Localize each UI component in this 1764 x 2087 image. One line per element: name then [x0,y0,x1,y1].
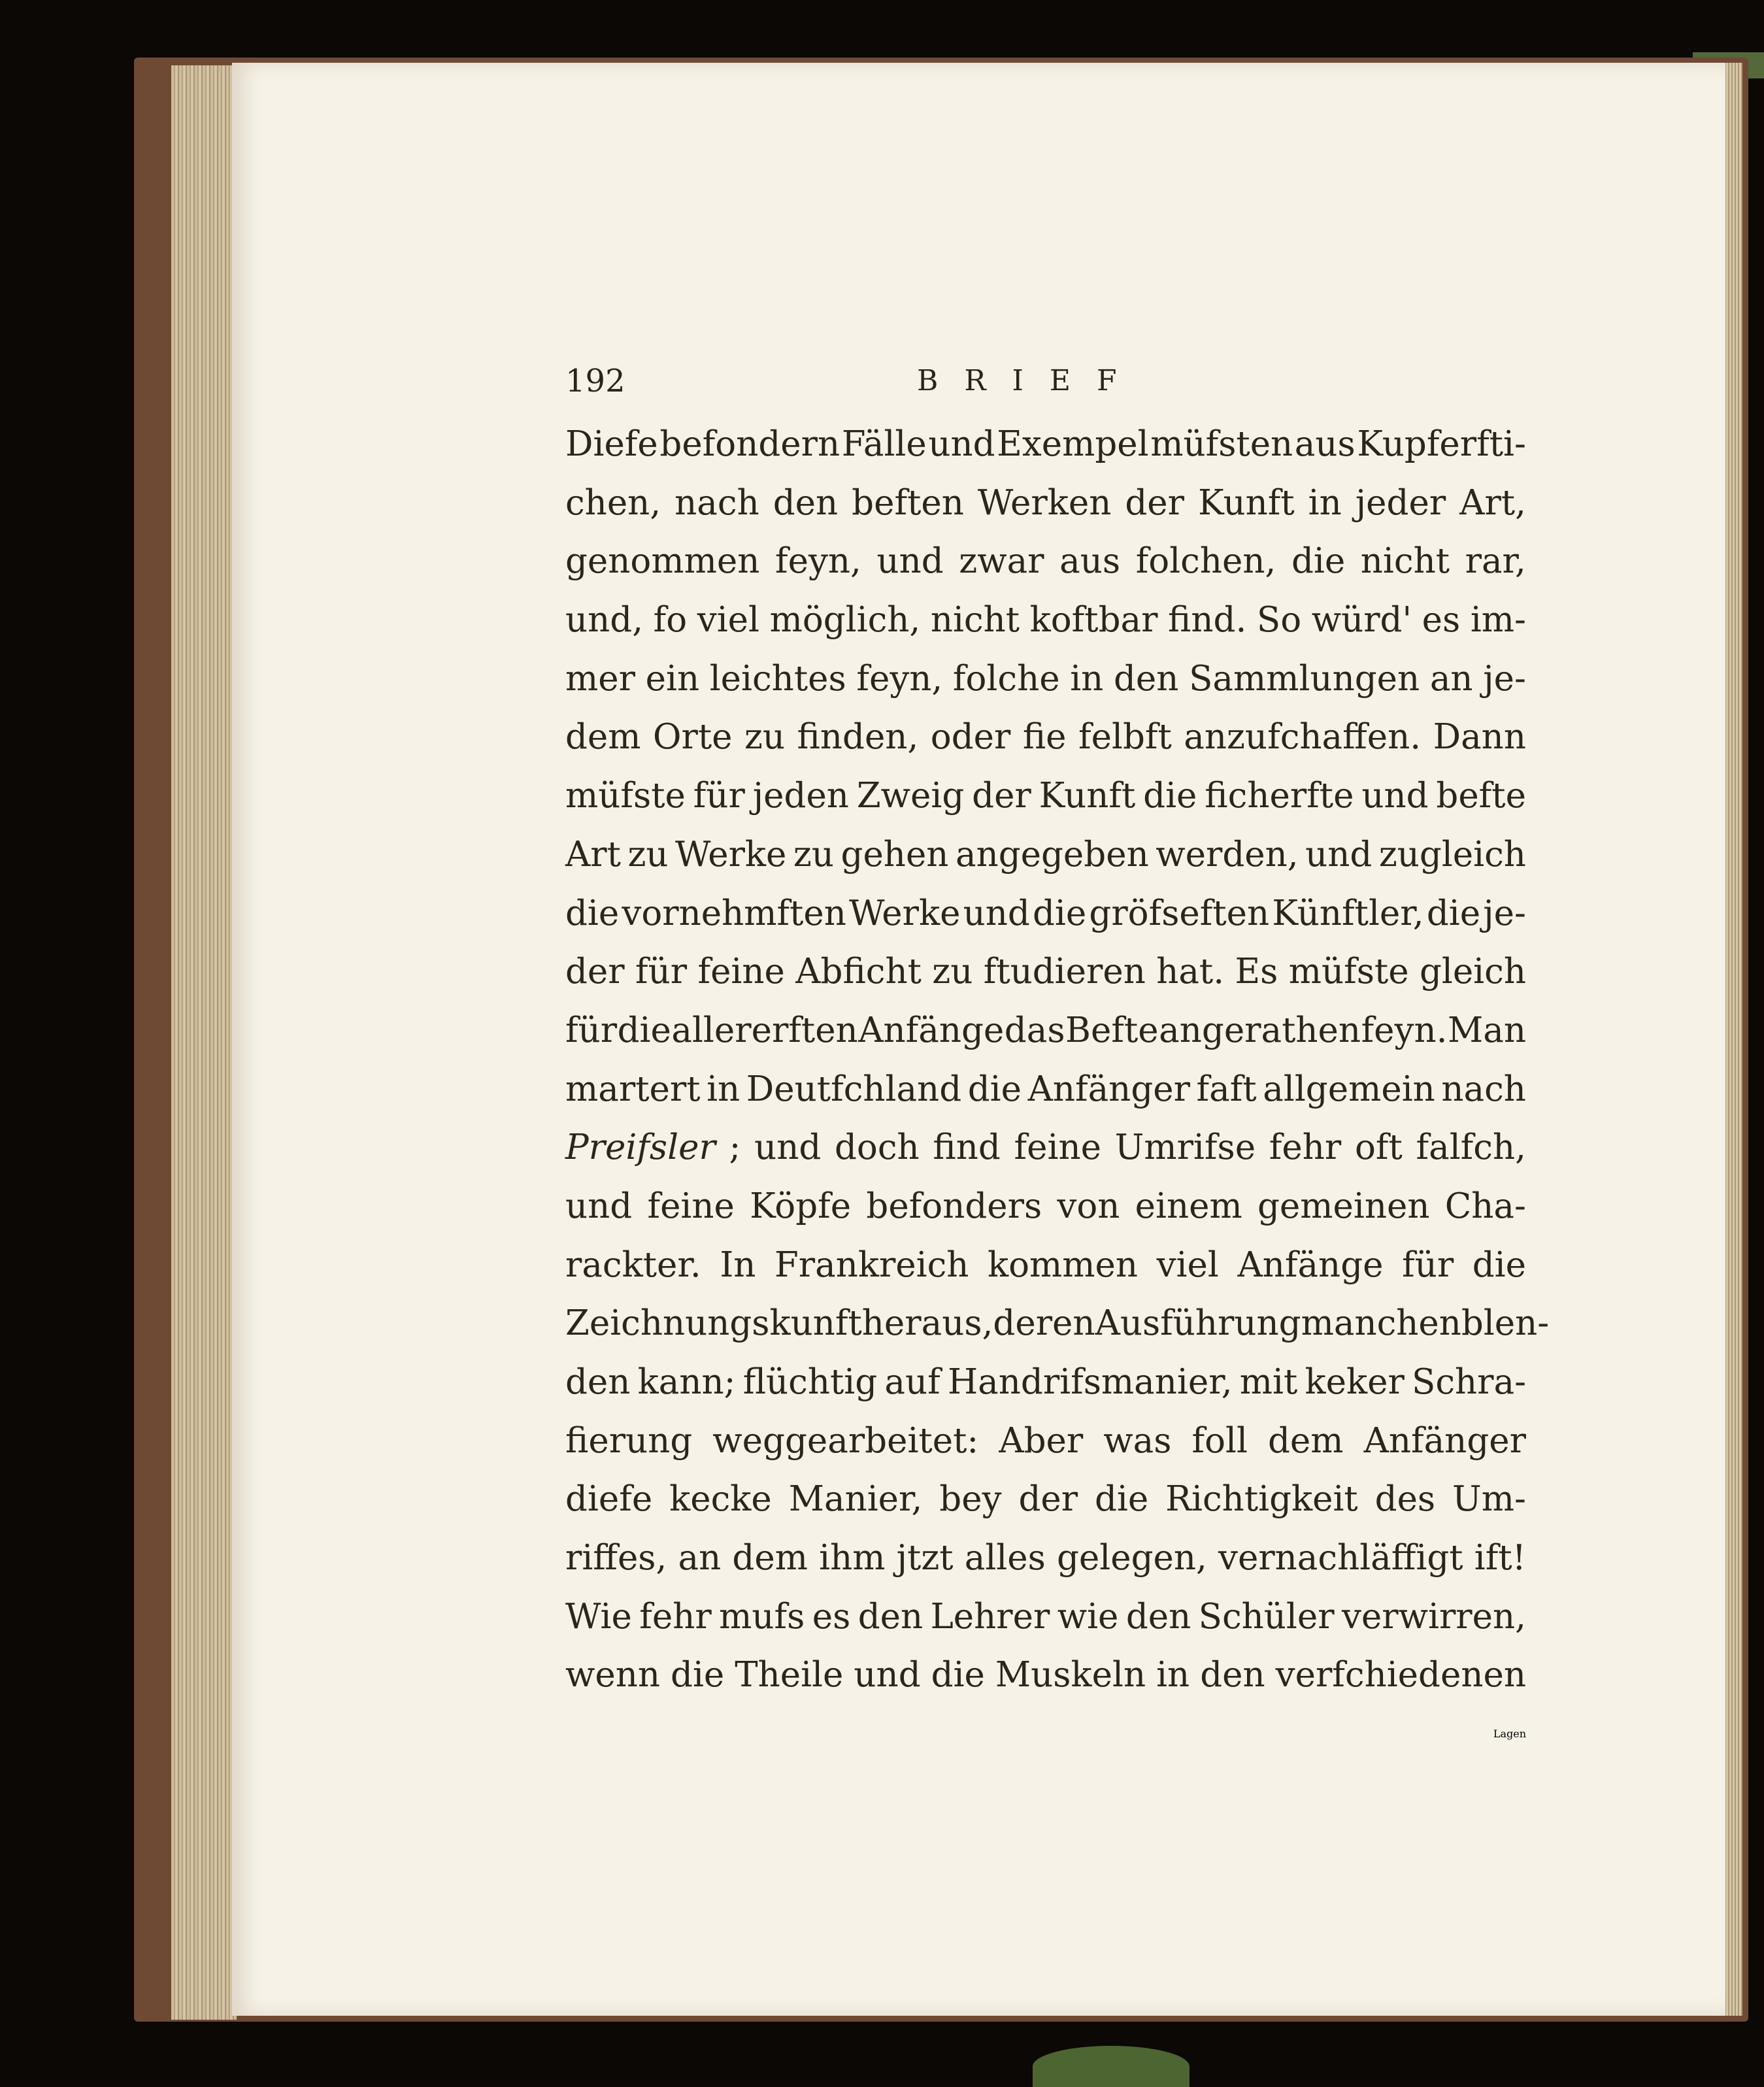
word: Schra- [1412,1362,1526,1402]
background-cloth [1033,2046,1190,2087]
word: nach [674,482,759,523]
word: möglich, [769,600,921,641]
word: alles [964,1538,1046,1578]
word: Köpfe [750,1186,852,1226]
word: gelegen, [1056,1538,1207,1578]
word: des [1374,1479,1436,1520]
word: den [857,1596,924,1637]
word: koftbar [1029,600,1158,641]
word: Werke [849,893,961,933]
word: dem [732,1538,808,1578]
text-line [565,532,1526,591]
word: Werken [977,482,1112,523]
word: zwar [959,541,1044,582]
word: die [1291,541,1346,582]
word: Deutfchland [746,1069,962,1109]
word: müfsten [1150,424,1293,464]
word: an [678,1538,722,1578]
text-line [565,650,1526,709]
text-line [565,1294,1550,1353]
word: gröfseften [1089,893,1270,933]
word: den [1125,1596,1191,1637]
word: jeden [752,776,849,816]
word: Wie [565,1596,632,1637]
word: diefe [565,1479,653,1520]
word: die [1472,1244,1526,1285]
word: gleich [1419,952,1526,992]
word: oft [1354,1127,1403,1168]
word: Werke [675,834,787,875]
word: find. [1168,600,1247,641]
word: den [1113,658,1179,699]
word: Diefe [565,424,658,464]
word: allgemein [1263,1069,1435,1109]
word: ihm [819,1538,886,1578]
catchword: Lagen [1493,1728,1526,1741]
text-line [565,1001,1526,1060]
word: riffes, [565,1538,667,1578]
word: von [1057,1186,1120,1226]
word: gehen [840,834,949,875]
word: anzufchaffen. [1184,717,1422,758]
word: Sammlungen [1189,658,1420,699]
word: für [635,952,688,992]
word: für [565,1010,618,1050]
word: Cha- [1444,1186,1526,1226]
word: und [963,893,1030,933]
word: manchen [1301,1303,1461,1344]
word: in [707,1069,741,1109]
word: die [565,893,620,933]
text-line [565,884,1526,943]
word: und [854,1655,921,1695]
word: wie [1057,1596,1119,1637]
word: keker [1305,1362,1405,1402]
word: an [1429,658,1473,699]
word: der [972,776,1031,816]
word: Anfänge [1237,1244,1384,1285]
word: verfchiedenen [1275,1655,1526,1695]
page-number: 192 [565,363,625,399]
word: feine [697,952,785,992]
word: und, [565,600,644,641]
word: leichtes [709,658,846,699]
word: find [933,1127,1001,1168]
word: angerathen [1159,1010,1361,1050]
word: vornehmften [622,893,846,933]
word: blen- [1461,1303,1550,1344]
word: faft [1196,1069,1257,1109]
word: Schüler [1198,1596,1335,1637]
text-line [565,474,1526,533]
text-line [565,826,1526,884]
word: Handrifsmanier, [947,1362,1233,1402]
word: feine [647,1186,735,1226]
word: Frankreich [774,1244,969,1285]
word: ; [729,1127,741,1168]
word: verwirren, [1341,1596,1526,1637]
word: der [1125,482,1185,523]
word: Lehrer [930,1596,1050,1637]
word: kommen [988,1244,1139,1285]
word: in [1308,482,1342,523]
word: Zeichnungskunft [565,1303,862,1344]
word: und [754,1127,822,1168]
text-line [565,1529,1526,1588]
text-line [565,1236,1526,1295]
word: den [773,482,839,523]
word: rar, [1465,541,1526,582]
word: es [812,1596,851,1637]
word: die [1143,776,1197,816]
word: mit [1239,1362,1298,1402]
running-head: BRIEF [917,364,1143,397]
text-line [565,767,1526,826]
word: Dann [1433,717,1526,758]
word: Kupferfti- [1357,424,1526,464]
word: den [1200,1655,1265,1695]
word: je- [1483,893,1526,933]
word: Es [1235,952,1278,992]
word: Muskeln [995,1655,1146,1695]
word: Fälle [841,424,927,464]
word: rackter. [565,1244,701,1285]
page-edges [171,65,237,2020]
word: zu [744,717,786,758]
word: martert [565,1069,701,1109]
word: jeder [1355,482,1446,523]
word: und [565,1186,633,1226]
word: So [1256,600,1302,641]
word: Zweig [856,776,965,816]
word: fo [653,600,688,641]
word: folchen, [1135,541,1276,582]
word: für [693,776,745,816]
word: feine [1014,1127,1101,1168]
word: feyn, [774,541,861,582]
word: bey [939,1479,1002,1520]
word: Art, [1459,482,1526,523]
word: falfch, [1416,1127,1526,1168]
word: hat. [1156,952,1225,992]
word: und [1361,776,1429,816]
word: wenn [565,1655,660,1695]
word: dem [1267,1420,1344,1461]
word: im- [1470,600,1526,641]
word: nach [1441,1069,1526,1109]
text-line [565,1177,1526,1236]
word: fierung [565,1420,693,1461]
text-line [565,1470,1526,1529]
word: genommen [565,541,760,582]
catchword-line [565,1705,1526,1763]
word: oder [930,717,1011,758]
text-line [565,591,1526,650]
word: Exempel [997,424,1149,464]
word: Richtigkeit [1165,1479,1358,1520]
word: kecke [669,1479,772,1520]
word: befonders [866,1186,1042,1226]
body-text [565,415,1550,1705]
word: nicht [1360,541,1450,582]
word: gemeinen [1257,1186,1430,1226]
word: foll [1191,1420,1248,1461]
text-line [565,1353,1526,1412]
word: befte [1436,776,1526,816]
word: vernachläffigt [1218,1538,1463,1578]
word: müfste [565,776,686,816]
page-edges [1723,63,1742,2016]
word: Preifsler [565,1127,716,1168]
word: ift! [1474,1538,1526,1578]
word: zu [793,834,834,875]
word: nicht [930,600,1020,641]
word: aus [1294,424,1356,464]
word: das [1004,1010,1065,1050]
word: fehr [639,1596,712,1637]
text-line [565,415,1526,474]
word: beften [852,482,964,523]
word: feyn, [856,658,943,699]
text-line [565,1588,1526,1646]
word: jtzt [896,1538,954,1578]
text-line [565,943,1526,1001]
word: Um- [1452,1479,1526,1520]
word: deren [993,1303,1095,1344]
word: befondern [659,424,840,464]
word: zugleich [1378,834,1526,875]
word: Anfänger [1363,1420,1526,1461]
word: Anfänger [1027,1069,1190,1109]
word: Befte [1065,1010,1159,1050]
word: in [1156,1655,1190,1695]
word: in [1070,658,1104,699]
word: je- [1483,658,1526,699]
word: viel [1156,1244,1219,1285]
word: Aber [999,1420,1084,1461]
text-line [565,1646,1526,1705]
word: fie [1022,717,1067,758]
word: die [1426,893,1481,933]
word: flüchtig [742,1362,878,1402]
word: ein [645,658,700,699]
word: den [565,1362,631,1402]
word: die [617,1010,671,1050]
word: Man [1447,1010,1526,1050]
word: die [1094,1479,1149,1520]
word: für [1402,1244,1454,1285]
word: zu [627,834,669,875]
word: dem [565,717,641,758]
word: aus [1059,541,1121,582]
word: Orte [653,717,733,758]
word: die [931,1655,985,1695]
word: Ausführung [1095,1303,1301,1344]
word: viel [697,600,759,641]
word: finden, [797,717,919,758]
word: Manier, [788,1479,923,1520]
word: und [1305,834,1373,875]
word: auf [884,1362,940,1402]
text-line [565,708,1526,767]
word: weggearbeitet: [712,1420,979,1461]
word: der [565,952,625,992]
word: fehr [1269,1127,1342,1168]
word: Kunft [1198,482,1295,523]
word: was [1103,1420,1172,1461]
word: und [928,424,995,464]
word: In [720,1244,756,1285]
word: die [1032,893,1087,933]
word: allererften [671,1010,858,1050]
word: felbft [1078,717,1172,758]
word: es [1422,600,1461,641]
word: würd' [1311,600,1412,641]
word: chen, [565,482,661,523]
word: einem [1135,1186,1242,1226]
word: werden, [1156,834,1299,875]
word: kann; [637,1362,736,1402]
word: Art [565,834,621,875]
word: Anfänge [858,1010,1005,1050]
word: feyn. [1361,1010,1448,1050]
word: müfste [1288,952,1409,992]
word: doch [835,1127,920,1168]
text-line [565,1060,1526,1119]
text-line [565,1118,1526,1177]
word: die [671,1655,725,1695]
word: mufs [719,1596,805,1637]
page-header [565,361,1520,401]
word: mer [565,658,635,699]
word: Künftler, [1272,893,1424,933]
word: Umrifse [1114,1127,1256,1168]
word: ficherfte [1205,776,1354,816]
word: Kunft [1039,776,1136,816]
text-line [565,1412,1526,1471]
word: Theile [735,1655,844,1695]
word: angegeben [955,834,1149,875]
word: zu [932,952,973,992]
word: heraus, [861,1303,993,1344]
word: und [876,541,944,582]
word: der [1018,1479,1078,1520]
word: ftudieren [983,952,1146,992]
word: folche [952,658,1060,699]
word: Abficht [795,952,922,992]
word: die [967,1069,1022,1109]
